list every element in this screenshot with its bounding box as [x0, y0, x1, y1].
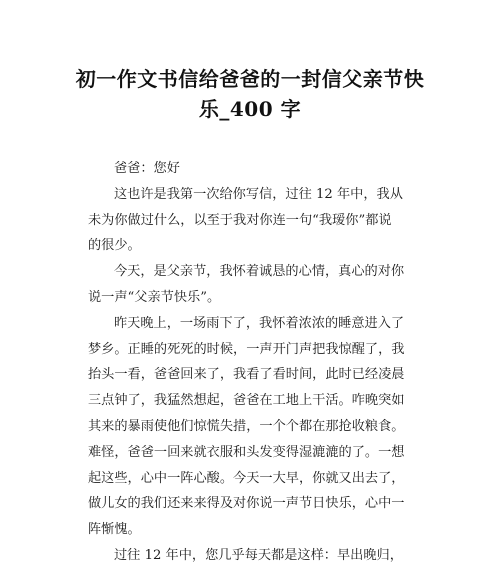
document-title — [40, 64, 460, 124]
paragraph-2-line-2: 说一声“父亲节快乐”。 — [88, 289, 221, 305]
paragraph-3-line-5: 其来的暴雨使他们惊慌失措，一个个都在那抢收粮食。 — [88, 418, 405, 434]
letter-greeting: 爸爸：您好 — [114, 161, 180, 176]
paragraph-4-line-1: 过往 12 年中，您几乎每天都是这样：早出晚归， — [114, 547, 403, 563]
title-line-2: 乐_400 字 — [198, 97, 302, 121]
paragraph-3-line-1: 昨天晚上，一场雨下了，我怀着浓浓的睡意进入了 — [114, 315, 405, 331]
letter-body — [88, 156, 414, 569]
paragraph-1-line-3: 的很少。 — [88, 238, 141, 254]
paragraph-2-line-1: 今天，是父亲节，我怀着诚恳的心情，真心的对你 — [114, 264, 405, 280]
paragraph-3-line-2: 梦乡。正睡的死死的时候，一声开门声把我惊醒了，我 — [88, 341, 405, 357]
title-line-1: 初一作文书信给爸爸的一封信父亲节快 — [75, 67, 425, 91]
paragraph-1-line-2: 未为你做过什么，以至于我对你连一句“我瑷你”都说 — [88, 212, 392, 228]
paragraph-3-line-9: 阵惭愧。 — [88, 522, 141, 538]
paragraph-3-line-6: 难怪，爸爸一回来就衣服和头发变得湿漉漉的了。一想 — [88, 444, 405, 460]
paragraph-3-line-4: 三点钟了，我猛然想起，爸爸在工地上干活。咋晚突如 — [88, 393, 405, 409]
paragraph-1-line-1: 这也许是我第一次给你写信，过往 12 年中，我从 — [114, 186, 403, 202]
paragraph-3-line-8: 做儿女的我们还来来得及对你说一声节日快乐，心中一 — [88, 496, 405, 512]
paragraph-3-line-7: 起这些，心中一阵心酸。今天一大早，你就又出去了， — [88, 470, 405, 486]
paragraph-3-line-3: 抬头一看，爸爸回来了，我看了看时间，此时已经凌晨 — [88, 367, 405, 383]
